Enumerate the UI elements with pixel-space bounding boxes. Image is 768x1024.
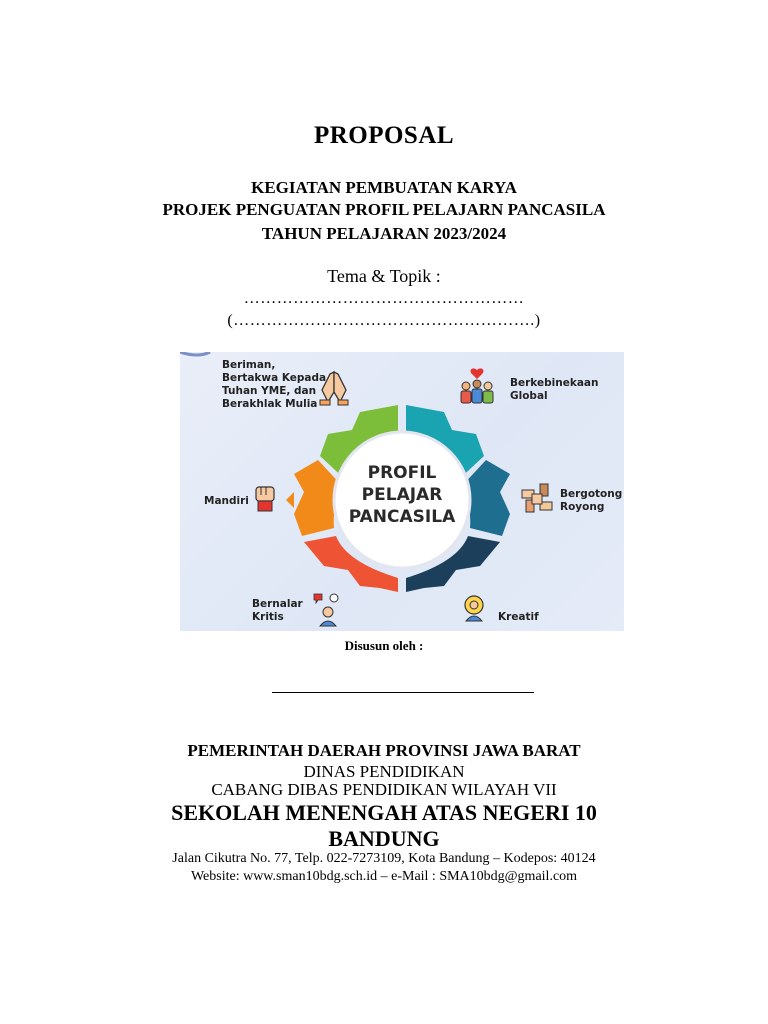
pemerintah-heading: PEMERINTAH DAERAH PROVINSI JAWA BARAT — [187, 741, 581, 760]
subtitle-line-3: TAHUN PELAJARAN 2023/2024 — [261, 224, 507, 243]
dim-gotong-royong-l1: Bergotong — [560, 488, 623, 500]
dim-beriman-l4: Berakhlak Mulia — [222, 398, 318, 410]
center-label-1: PROFIL — [367, 463, 437, 483]
dim-kreatif: Kreatif — [498, 611, 539, 623]
school-contact: Website: www.sman10bdg.sch.id – e-Mail : SMA10bdg@gmail.com — [190, 869, 578, 884]
dim-beriman-l2: Bertakwa Kepada — [222, 372, 327, 384]
center-label-2: PELAJAR — [361, 485, 443, 505]
tema-topik-label: Tema & Topik : — [327, 266, 441, 286]
dim-bernalar-l2: Kritis — [252, 611, 284, 623]
school-name-line-1: SEKOLAH MENENGAH ATAS NEGERI 10 — [171, 800, 597, 825]
raised-fist-icon — [256, 487, 274, 511]
thinking-person-icon — [314, 594, 338, 626]
corner-swoosh — [180, 352, 210, 355]
dim-gotong-royong-l2: Royong — [560, 501, 605, 513]
lightbulb-person-icon — [465, 596, 483, 621]
dim-beriman-l1: Beriman, — [222, 359, 276, 371]
disusun-oleh-label: Disusun oleh : — [344, 638, 424, 653]
subtitle-line-2: PROJEK PENGUATAN PROFIL PELAJARN PANCASILA — [162, 200, 606, 219]
tema-blank: …………………………………………… — [243, 290, 525, 307]
school-address: Jalan Cikutra No. 77, Telp. 022-7273109, Kota Bandung – Kodepos: 40124 — [172, 851, 596, 866]
dim-bernalar-l1: Bernalar — [252, 598, 303, 610]
dim-kebinekaan-l2: Global — [510, 390, 548, 402]
dim-mandiri: Mandiri — [204, 495, 249, 507]
document-title: PROPOSAL — [313, 122, 455, 149]
profil-diagram — [180, 352, 624, 631]
joined-hands-icon — [522, 484, 552, 512]
dim-beriman-l3: Tuhan YME, dan — [222, 385, 317, 397]
cabang-line: CABANG DIBAS PENDIDIKAN WILAYAH VII — [211, 780, 557, 799]
subtitle-line-1: KEGIATAN PEMBUATAN KARYA — [251, 178, 517, 197]
school-name-line-2: BANDUNG — [328, 826, 440, 851]
profil-pelajar-pancasila-figure — [180, 352, 624, 631]
center-label-3: PANCASILA — [348, 507, 456, 527]
topik-blank: (……………………………………………….) — [227, 312, 541, 329]
author-blank-line — [272, 692, 534, 693]
dim-kebinekaan-l1: Berkebinekaan — [510, 377, 599, 389]
dinas-line: DINAS PENDIDIKAN — [303, 762, 465, 781]
diverse-people-icon — [461, 368, 493, 403]
segment-orange-tip — [286, 492, 294, 508]
